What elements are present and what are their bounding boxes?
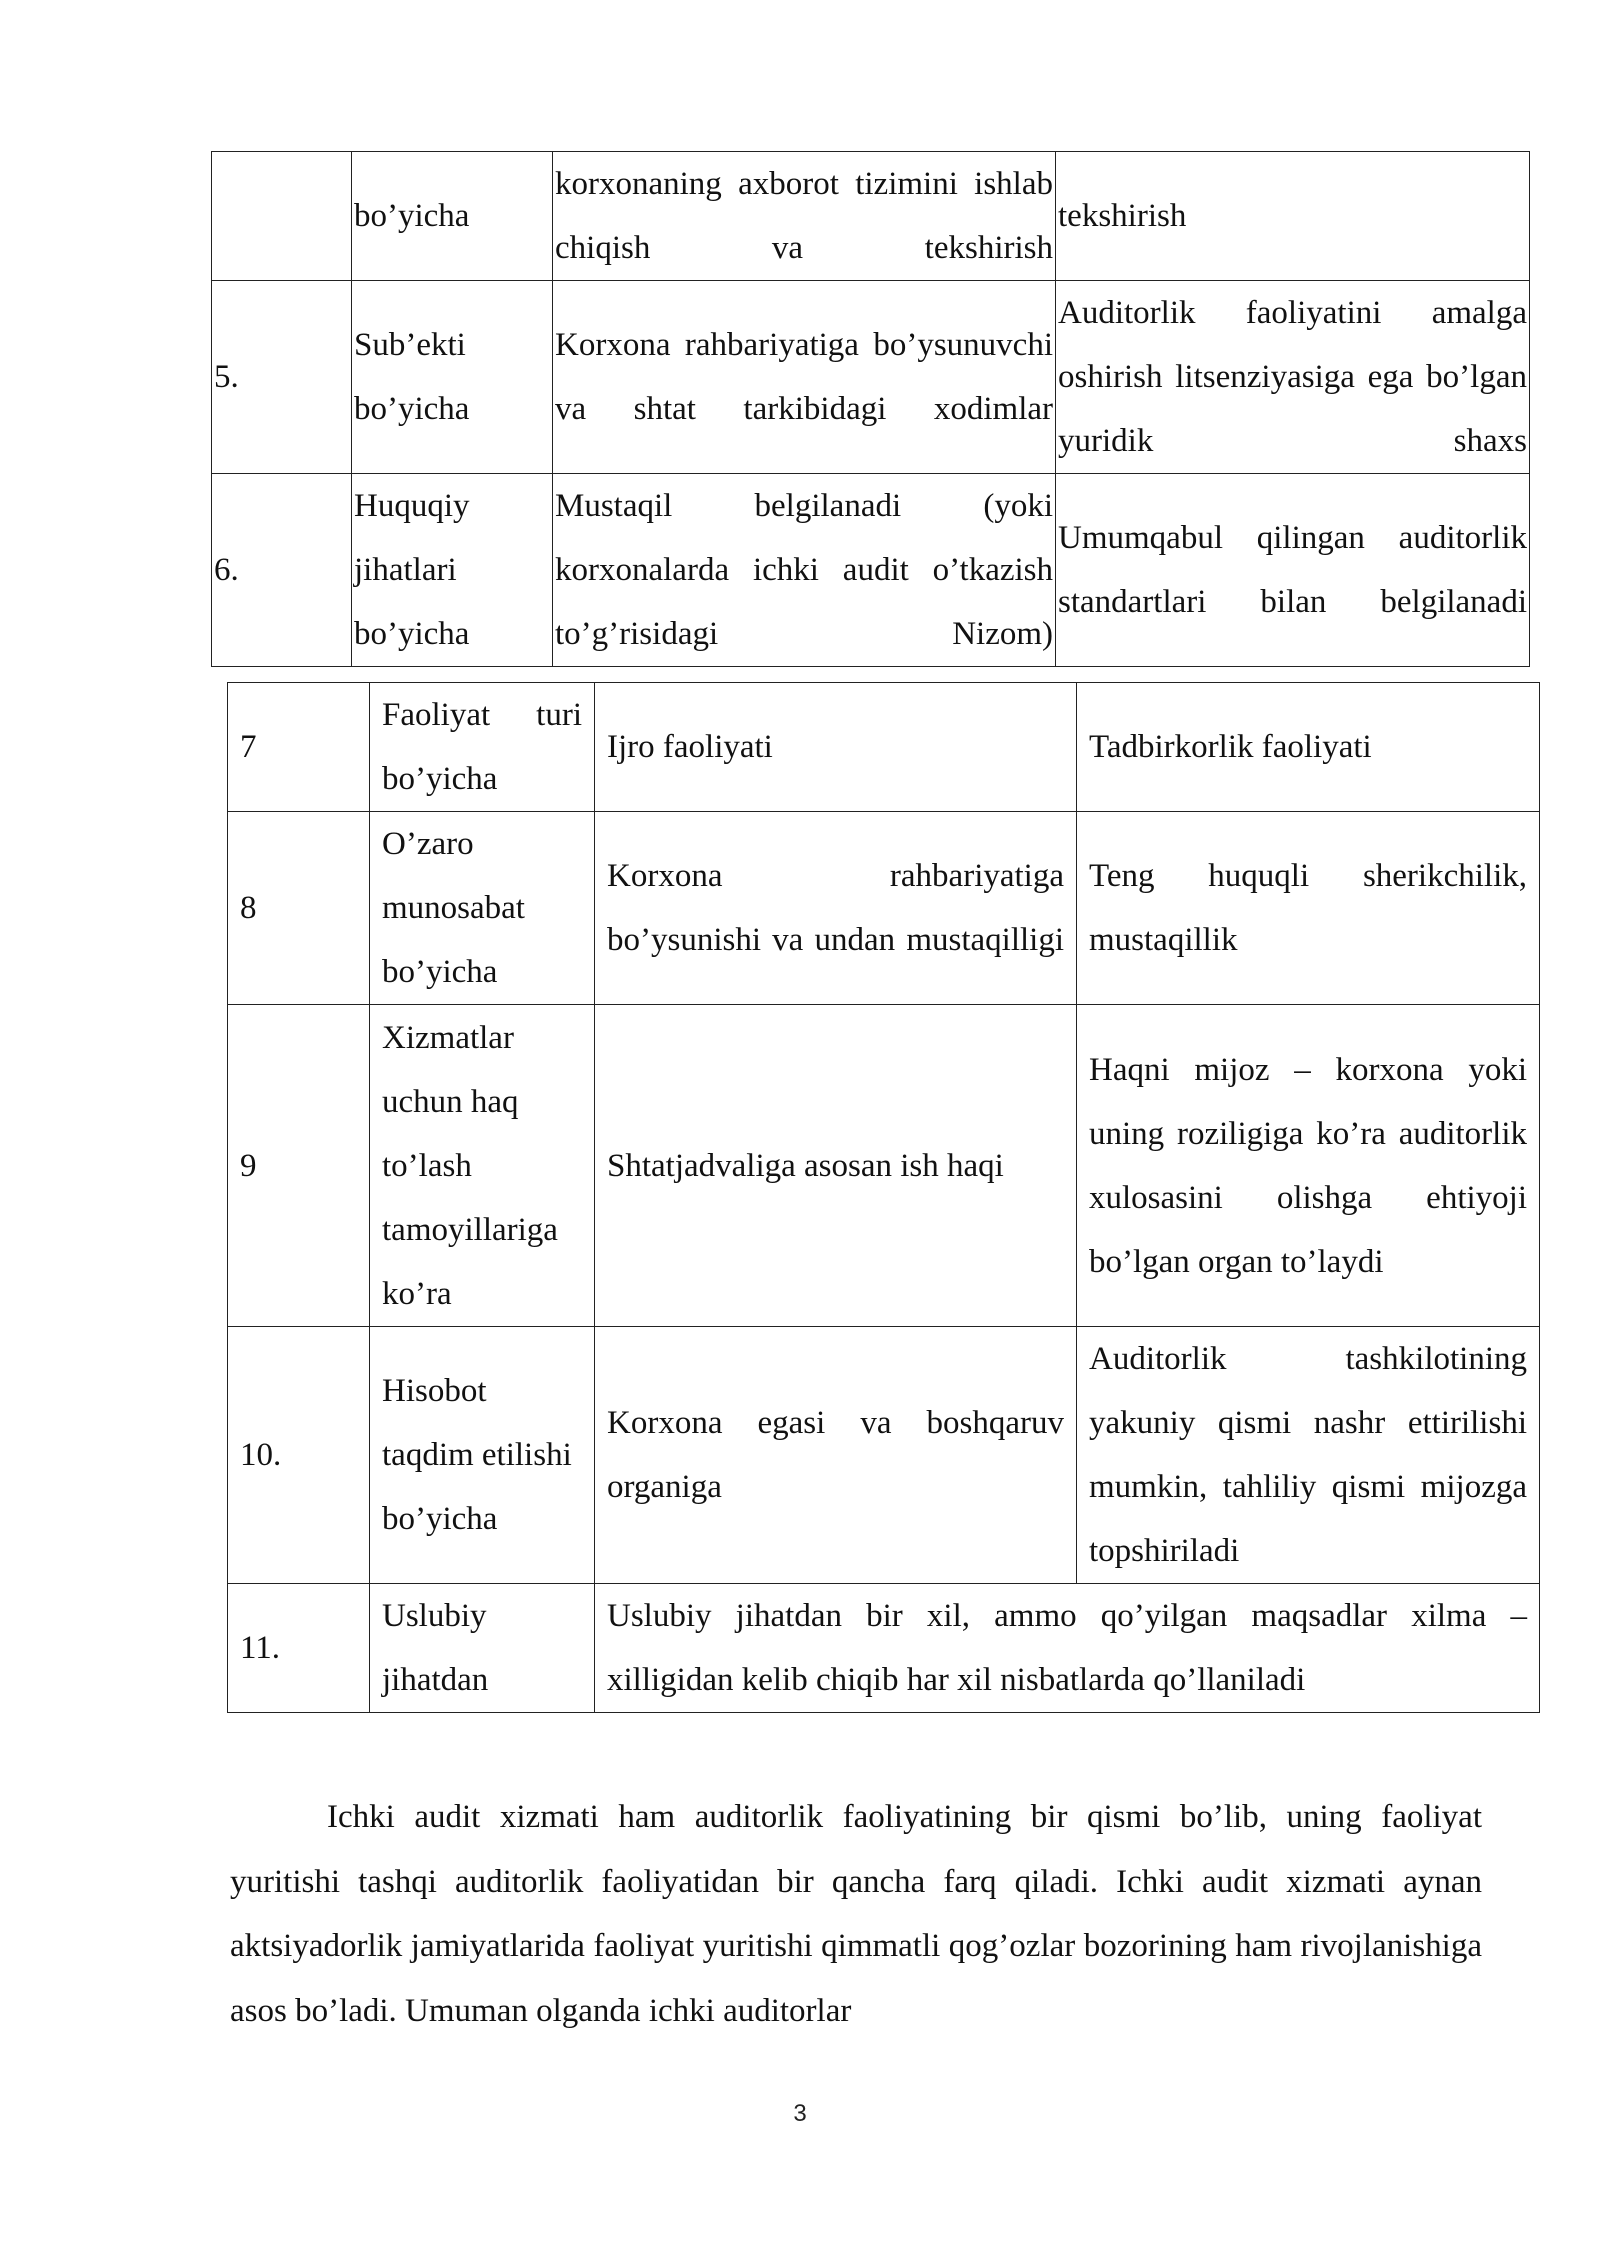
internal-audit-cell: Korxona rahbariyatiga bo’ysunishi va undan mustaqilligi: [595, 812, 1077, 1005]
row-number: 11.: [228, 1584, 370, 1713]
row-number: 6.: [212, 474, 352, 667]
external-audit-cell: Tadbirkorlik faoliyati: [1077, 683, 1540, 812]
table-row: [212, 152, 1530, 281]
page-number: 3: [793, 2100, 807, 2127]
criterion-cell: Hisobot taqdim etilishi bo’yicha: [370, 1327, 595, 1584]
external-audit-cell: Umumqabul qilingan auditorlik standartlari bilan belgilanadi: [1056, 474, 1530, 667]
row-number: [212, 152, 352, 281]
body-paragraph: [230, 1785, 1482, 2043]
external-audit-cell: tekshirish: [1056, 152, 1530, 281]
criterion-cell: Faoliyat turi bo’yicha: [370, 683, 595, 812]
row-number: 5.: [212, 281, 352, 474]
criterion-cell: O’zaro munosabat bo’yicha: [370, 812, 595, 1005]
row-number: 8: [228, 812, 370, 1005]
merged-description-cell: Uslubiy jihatdan bir xil, ammo qo’yilgan maqsadlar xilma – xilligidan kelib chiqib har xil nisbatlarda qo’llaniladi: [595, 1584, 1540, 1713]
row-number: 9: [228, 1005, 370, 1327]
internal-audit-cell: Mustaqil belgilanadi (yoki korxonalarda ichki audit o’tkazish to’g’risidagi Nizom): [553, 474, 1056, 667]
internal-audit-cell: Ijro faoliyati: [595, 683, 1077, 812]
paragraph-text: Ichki audit xizmati ham auditorlik faoliyatining bir qismi bo’lib, uning faoliyat yuritishi tashqi auditorlik faoliyatidan bir qancha farq qiladi. Ichki audit xizmati aynan aktsiyadorlik jamiyatlarida faoliyat yuritishi qimmatli qog’ozlar bozorining ham rivojlanishiga asos bo’ladi. Umuman olganda ichki auditorlar: [230, 1799, 1482, 2029]
external-audit-cell: Auditorlik tashkilotining yakuniy qismi nashr ettirilishi mumkin, tahliliy qismi mijozga topshiriladi: [1077, 1327, 1540, 1584]
table-row: [212, 474, 1530, 667]
external-audit-cell: Auditorlik faoliyatini amalga oshirish litsenziyasiga ega bo’lgan yuridik shaxs: [1056, 281, 1530, 474]
internal-audit-cell: Korxona rahbariyatiga bo’ysunuvchi va shtat tarkibidagi xodimlar: [553, 281, 1056, 474]
table-row: [212, 281, 1530, 474]
criterion-cell: Huquqiy jihatlari bo’yicha: [352, 474, 553, 667]
internal-audit-cell: Korxona egasi va boshqaruv organiga: [595, 1327, 1077, 1584]
criterion-cell: Xizmatlar uchun haq to’lash tamoyillariga ko’ra: [370, 1005, 595, 1327]
criterion-cell: Sub’ekti bo’yicha: [352, 281, 553, 474]
table-row: [228, 1327, 1540, 1584]
table-row: [228, 812, 1540, 1005]
external-audit-cell: Teng huquqli sherikchilik, mustaqillik: [1077, 812, 1540, 1005]
criterion-cell: bo’yicha: [352, 152, 553, 281]
external-audit-cell: Haqni mijoz – korxona yoki uning roziligiga ko’ra auditorlik xulosasini olishga ehtiyoji bo’lgan organ to’laydi: [1077, 1005, 1540, 1327]
criterion-cell: Uslubiy jihatdan: [370, 1584, 595, 1713]
row-number: 10.: [228, 1327, 370, 1584]
comparison-table-lower: [227, 682, 1540, 1713]
internal-audit-cell: korxonaning axborot tizimini ishlab chiqish va tekshirish: [553, 152, 1056, 281]
table-row: [228, 683, 1540, 812]
comparison-table-upper: [211, 151, 1530, 667]
table-row: [228, 1005, 1540, 1327]
internal-audit-cell: Shtatjadvaliga asosan ish haqi: [595, 1005, 1077, 1327]
table-row: [228, 1584, 1540, 1713]
row-number: 7: [228, 683, 370, 812]
